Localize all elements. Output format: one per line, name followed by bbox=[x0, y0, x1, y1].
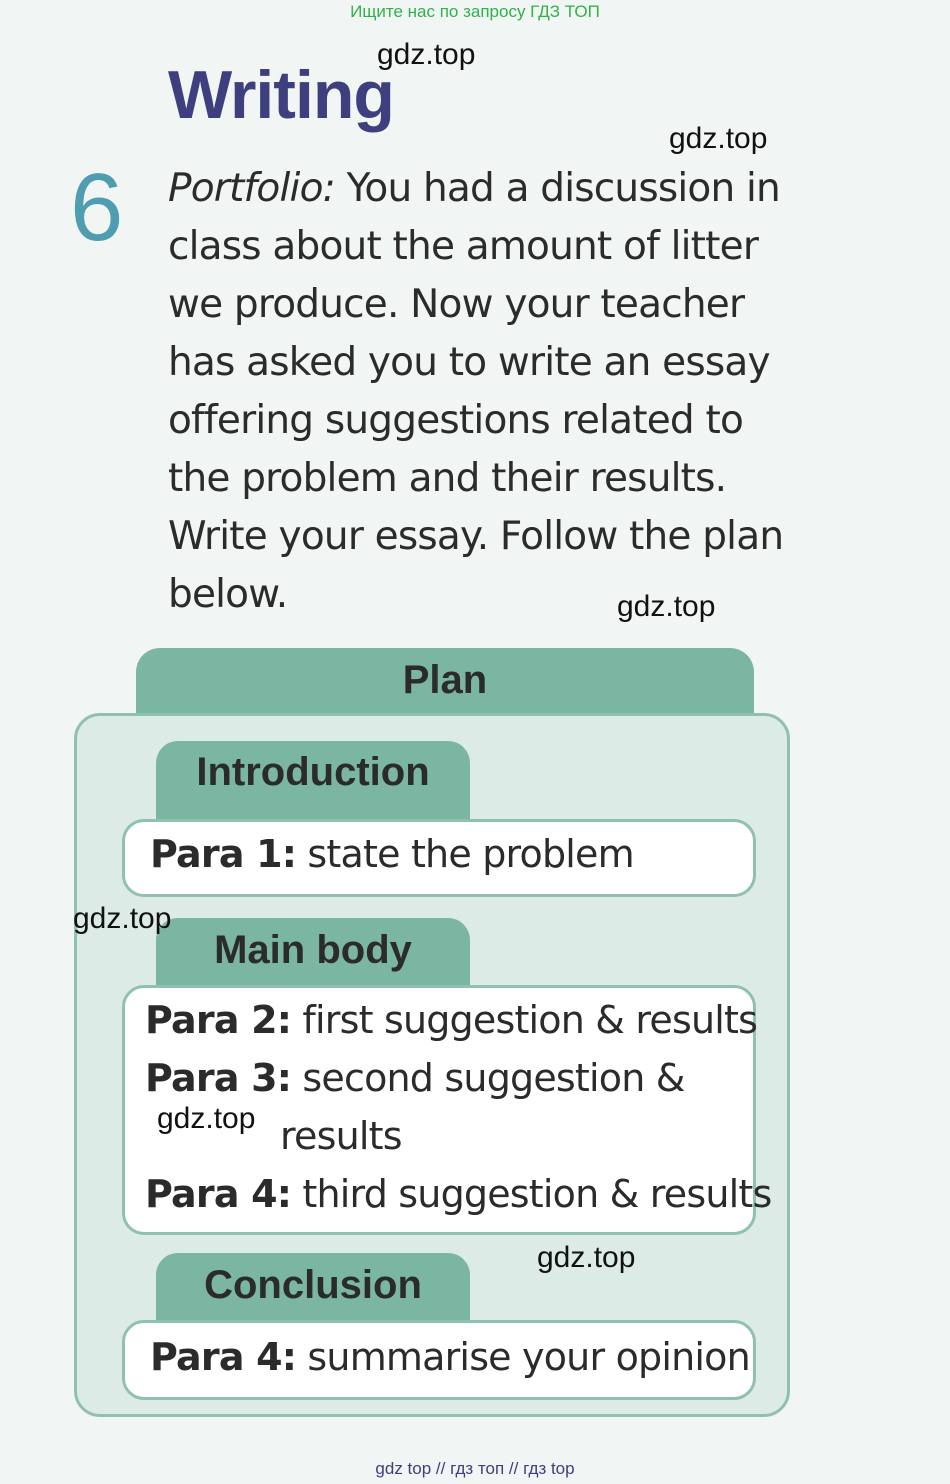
para-text: summarise your opinion bbox=[307, 1335, 750, 1379]
para-3-continued: results bbox=[280, 1114, 402, 1158]
plan-title: Plan bbox=[402, 658, 488, 702]
conclusion-title: Conclusion bbox=[204, 1263, 422, 1307]
para-text: state the problem bbox=[307, 832, 634, 876]
top-banner[interactable]: Ищите нас по запросу ГДЗ ТОП bbox=[350, 2, 600, 21]
exercise-number: 6 bbox=[70, 154, 124, 261]
exercise-instructions bbox=[168, 160, 808, 624]
para-4-conclusion bbox=[150, 1335, 750, 1379]
para-2 bbox=[145, 998, 757, 1042]
para-label: Para 3: bbox=[145, 1056, 292, 1100]
para-label: Para 4: bbox=[150, 1335, 297, 1379]
para-4 bbox=[145, 1172, 772, 1216]
section-heading: Writing bbox=[168, 57, 394, 133]
instructions-text: You had a discussion in class about the amount of litter we produce. Now your teacher has asked you to write an essay offering suggestions related to the problem and their results. Write your essay. Follow the plan below. bbox=[168, 166, 784, 617]
portfolio-label: Portfolio: bbox=[168, 166, 335, 211]
watermark: gdz.top bbox=[157, 1102, 256, 1135]
para-text: second suggestion & bbox=[302, 1056, 685, 1100]
para-label: Para 2: bbox=[145, 998, 292, 1042]
para-1 bbox=[150, 832, 634, 876]
footer-links[interactable]: gdz top // гдз топ // гдз top bbox=[375, 1459, 575, 1478]
main-body-title: Main body bbox=[214, 928, 412, 972]
watermark: gdz.top bbox=[669, 122, 768, 155]
introduction-title: Introduction bbox=[196, 750, 430, 794]
para-text: third suggestion & results bbox=[302, 1172, 772, 1216]
watermark: gdz.top bbox=[377, 38, 476, 71]
watermark: gdz.top bbox=[537, 1241, 636, 1274]
watermark: gdz.top bbox=[73, 902, 172, 935]
para-label: Para 4: bbox=[145, 1172, 292, 1216]
para-3 bbox=[145, 1056, 685, 1100]
para-text: first suggestion & results bbox=[302, 998, 758, 1042]
watermark: gdz.top bbox=[617, 590, 716, 623]
para-label: Para 1: bbox=[150, 832, 297, 876]
